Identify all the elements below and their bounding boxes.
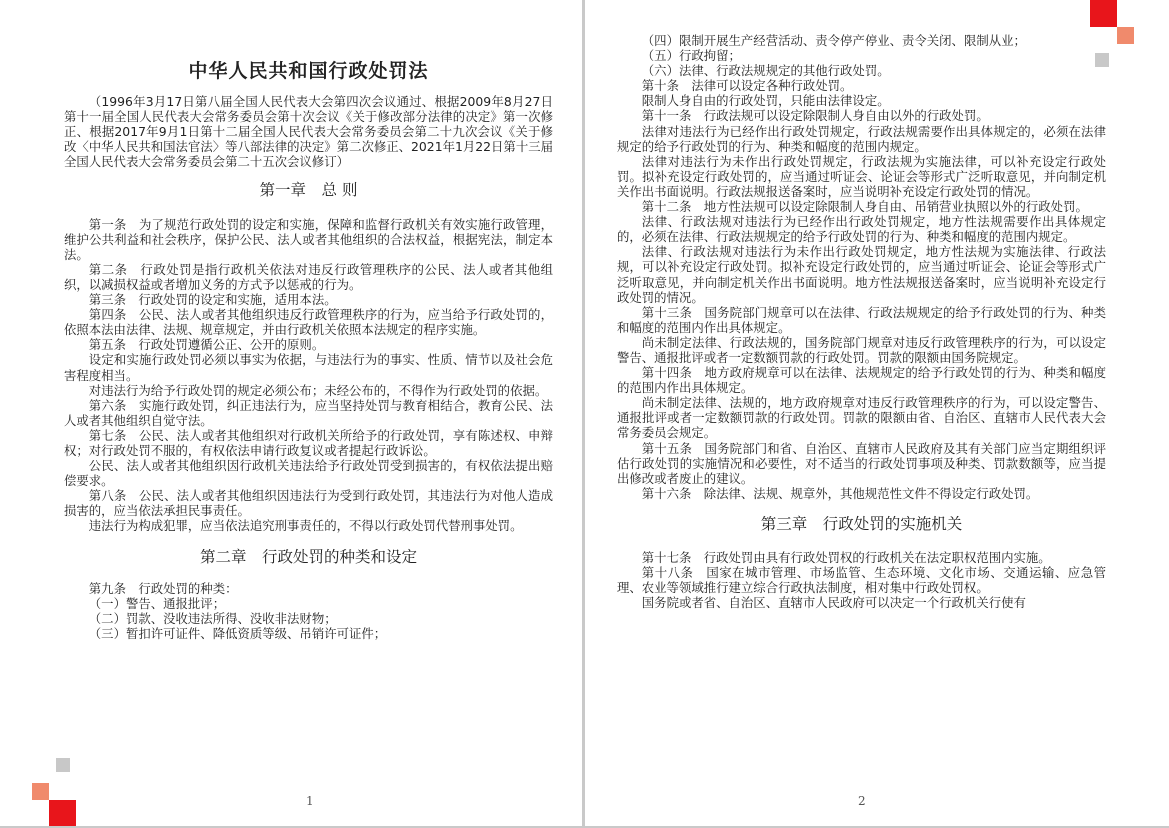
article-paragraph: 第二条 行政处罚是指行政机关依法对违反行政管理秩序的公民、法人或者其他组织，以减损权益或者增加义务的方式予以惩戒的行为。	[64, 261, 553, 292]
article-paragraph: 国务院或者省、自治区、直辖市人民政府可以决定一个行政机关行使有	[641, 595, 1026, 611]
article-paragraph: 公民、法人或者其他组织因行政机关违法给予行政处罚受到损害的，有权依法提出赔偿要求。	[64, 458, 553, 489]
article-paragraph: 第六条 实施行政处罚，纠正违法行为，应当坚持处罚与教育相结合，教育公民、法人或者其他组织自觉守法。	[64, 397, 553, 428]
page-1-body	[64, 58, 553, 641]
document-title: 中华人民共和国行政处罚法	[188, 60, 429, 82]
decor-square-gray	[56, 758, 70, 772]
decor-square-red	[1090, 0, 1117, 27]
document-page-1	[0, 0, 582, 826]
article-paragraph: 法律对违法行为未作出行政处罚规定，行政法规为实施法律，可以补充设定行政处罚。拟补充设定行政处罚的，应当通过听证会、论证会等形式广泛听取意见，并向制定机关作出书面说明。行政法规报送备案时，应当说明补充设定行政处罚的情况。	[617, 153, 1106, 199]
list-item: （一）警告、通报批评；	[88, 595, 226, 611]
article-paragraph: 第十条 法律可以设定各种行政处罚。	[641, 78, 853, 94]
decor-square-salmon	[32, 783, 49, 800]
decor-square-red	[49, 800, 76, 826]
article-paragraph: 第七条 公民、法人或者其他组织对行政机关所给予的行政处罚，享有陈述权、申辩权；对行政处罚不服的，有权依法申请行政复议或者提起行政诉讼。	[64, 427, 553, 458]
chapter-heading: 第二章 行政处罚的种类和设定	[199, 547, 417, 566]
list-item: （二）罚款、没收违法所得、没收非法财物；	[88, 610, 337, 626]
chapter-heading: 第三章 行政处罚的实施机关	[760, 514, 963, 533]
article-paragraph: 限制人身自由的行政处罚，只能由法律设定。	[641, 93, 890, 109]
article-paragraph: 法律对违法行为已经作出行政处罚规定，行政法规需要作出具体规定的，必须在法律规定的给予行政处罚的行为、种类和幅度的范围内规定。	[617, 123, 1106, 154]
list-item: （四）限制开展生产经营活动、责令停产停业、责令关闭、限制从业；	[641, 33, 1026, 48]
article-paragraph: 违法行为构成犯罪，应当依法追究刑事责任的，不得以行政处罚代替刑事处罚。	[88, 518, 523, 534]
article-paragraph: 第一条 为了规范行政处罚的设定和实施，保障和监督行政机关有效实施行政管理，维护公共利益和社会秩序，保护公民、法人或者其他组织的合法权益，根据宪法，制定本法。	[64, 216, 553, 262]
article-paragraph: 设定和实施行政处罚必须以事实为依据，与违法行为的事实、性质、情节以及社会危害程度相当。	[64, 352, 553, 383]
page-number: 2	[858, 794, 866, 808]
article-paragraph: 第八条 公民、法人或者其他组织因违法行为受到行政处罚，其违法行为对他人造成损害的，应当依法承担民事责任。	[64, 488, 553, 519]
article-paragraph: 第十四条 地方政府规章可以在法律、法规规定的给予行政处罚的行为、种类和幅度的范围内作出具体规定。	[617, 365, 1106, 396]
article-paragraph: 第五条 行政处罚遵循公正、公开的原则。	[88, 337, 325, 353]
document-page-2	[585, 0, 1169, 826]
article-paragraph: 第十二条 地方性法规可以设定除限制人身自由、吊销营业执照以外的行政处罚。	[641, 199, 1088, 215]
article-paragraph: 第十八条 国家在城市管理、市场监管、生态环境、文化市场、交通运输、应急管理、农业等领域推行建立综合行政执法制度，相对集中行政处罚权。	[617, 565, 1106, 596]
page-2-body	[617, 33, 1106, 610]
article-paragraph: 第十五条 国务院部门和省、自治区、直辖市人民政府及其有关部门应当定期组织评估行政处罚的实施情况和必要性，对不适当的行政处罚事项及种类、罚款数额等，应当提出修改或者废止的建议。	[617, 440, 1106, 486]
article-paragraph: 尚未制定法律、行政法规的，国务院部门规章对违反行政管理秩序的行为，可以设定警告、通报批评或者一定数额罚款的行政处罚。罚款的限额由国务院规定。	[617, 334, 1106, 365]
decor-square-salmon	[1117, 27, 1134, 44]
article-paragraph: 第九条 行政处罚的种类：	[88, 580, 238, 596]
article-paragraph: 第四条 公民、法人或者其他组织违反行政管理秩序的行为，应当给予行政处罚的，依照本法由法律、法规、规章规定，并由行政机关依照本法规定的程序实施。	[64, 307, 553, 338]
article-paragraph: 法律、行政法规对违法行为未作出行政处罚规定，地方性法规为实施法律、行政法规，可以补充设定行政处罚。拟补充设定行政处罚的，应当通过听证会、论证会等形式广泛听取意见，并向制定机关作出书面说明。地方性法规报送备案时，应当说明补充设定行政处罚的情况。	[617, 244, 1106, 305]
article-paragraph: 法律、行政法规对违法行为已经作出行政处罚规定，地方性法规需要作出具体规定的，必须在法律、行政法规规定的给予行政处罚的行为、种类和幅度的范围内规定。	[617, 214, 1106, 245]
revision-note: （1996年3月17日第八届全国人民代表大会第四次会议通过、根据2009年8月27日第十一届全国人民代表大会常务委员会第十次会议《关于修改部分法律的决定》第一次修正、根据2017年9月1日第十二届全国人民代表大会常务委员会第二十九次会议《关于修改〈中华人民共和国法官法〉等八部法律的决定》第二次修正、2021年1月22日第十三届全国人民代表大会常务委员会第二十五次会议修订）	[64, 94, 553, 170]
chapter-heading: 第一章 总 则	[259, 181, 358, 200]
article-paragraph: 第十七条 行政处罚由具有行政处罚权的行政机关在法定职权范围内实施。	[641, 550, 1051, 565]
list-item: （三）暂扣许可证件、降低资质等级、吊销许可证件；	[88, 625, 387, 641]
list-item: （六）法律、行政法规规定的其他行政处罚。	[641, 63, 890, 79]
page-number: 1	[306, 794, 314, 808]
article-paragraph: 第三条 行政处罚的设定和实施，适用本法。	[88, 292, 337, 308]
article-paragraph: 第十一条 行政法规可以设定除限制人身自由以外的行政处罚。	[641, 108, 989, 124]
article-paragraph: 对违法行为给予行政处罚的规定必须公布；未经公布的，不得作为行政处罚的依据。	[88, 382, 548, 398]
list-item: （五）行政拘留；	[641, 48, 741, 64]
article-paragraph: 第十六条 除法律、法规、规章外，其他规范性文件不得设定行政处罚。	[641, 485, 1039, 501]
article-paragraph: 第十三条 国务院部门规章可以在法律、行政法规规定的给予行政处罚的行为、种类和幅度的范围内作出具体规定。	[617, 304, 1106, 335]
article-paragraph: 尚未制定法律、法规的，地方政府规章对违反行政管理秩序的行为，可以设定警告、通报批评或者一定数额罚款的行政处罚。罚款的限额由省、自治区、直辖市人民代表大会常务委员会规定。	[617, 395, 1106, 441]
